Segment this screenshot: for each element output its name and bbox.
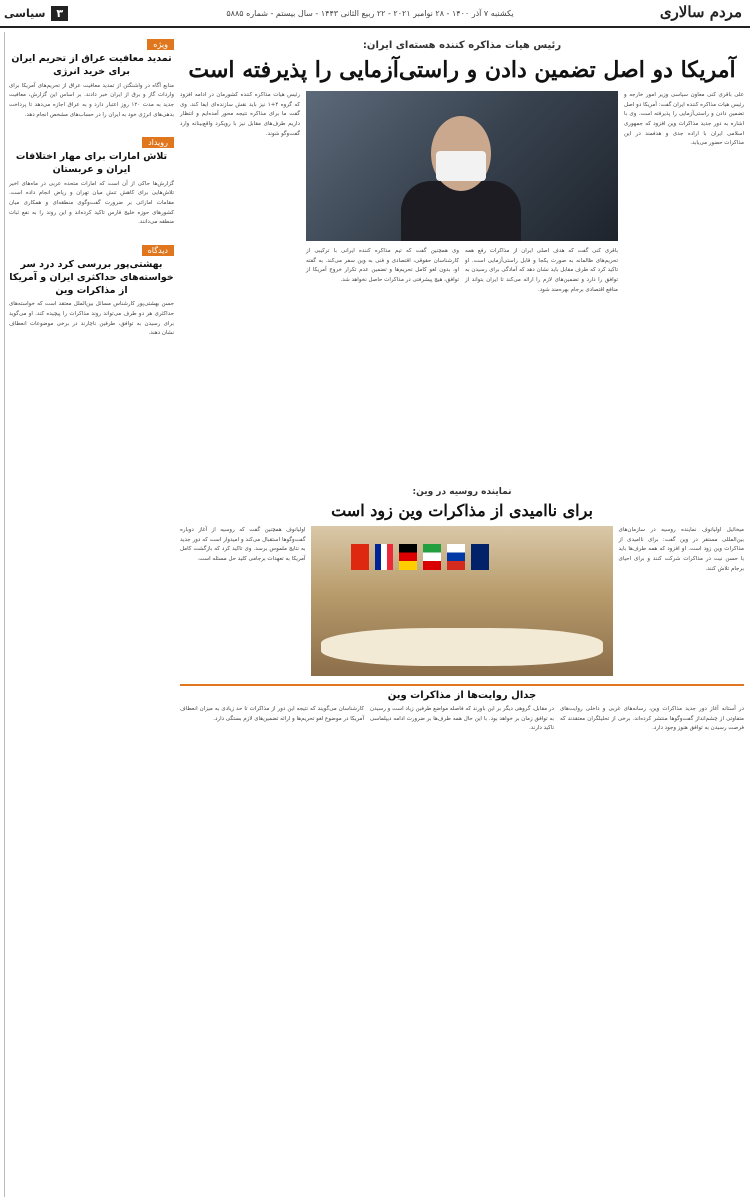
negotiation-hall-photo [311, 526, 612, 676]
second-story-columns [180, 526, 744, 676]
article-column: در آستانه آغاز دور جدید مذاکرات وین، رسانه‌های غربی و داخلی روایت‌های متفاوتی از چشم‌انداز گفت‌وگوها منتشر کرده‌اند. برخی از تحلیلگران معتقدند که فرصت رسیدن به توافق هنوز وجود دارد. [560, 706, 744, 732]
portrait-photo [306, 91, 618, 241]
second-kicker: نماینده روسیه در وین: [412, 487, 512, 497]
sub-columns [306, 247, 618, 481]
article-column: رئیس هیات مذاکره کننده کشورمان در ادامه افزود که گروه ۴+۱ نیز باید نقش سازنده‌ای ایفا کند. وی گفت ما برای مذاکره نتیجه محور آمده‌ایم و انتظار داریم طرف‌های مقابل نیز با رویکرد واقع‌بینانه وارد گفت‌وگو شوند. [180, 92, 300, 137]
flag-icon [471, 544, 489, 570]
sidebar-body: منابع آگاه در واشنگتن از تمدید معافیت عراق از تحریم‌های آمریکا برای واردات گاز و برق از ایران خبر دادند. بر اساس این گزارش، معافیت جدید به مدت ۱۲۰ روز اعتبار دارد و به عراق اجازه می‌دهد تا پرداخت بدهی‌های انرژی خود به ایران را در حساب‌های مشخص انجام دهد. [9, 82, 174, 118]
article-column: وی همچنین گفت که تیم مذاکره کننده ایرانی با ترکیبی از کارشناسان حقوقی، اقتصادی و فنی به وین سفر می‌کند. به گفته او، بدون لغو کامل تحریم‌ها و تضمین عدم تکرار خروج آمریکا از توافق، هیچ پیشرفتی در مذاکرات حاصل نخواهد شد. [306, 248, 459, 283]
sidebar-article [9, 130, 174, 228]
main-story-center [306, 91, 618, 481]
section-label: سیاسی [4, 7, 46, 20]
flag-icon [351, 544, 369, 570]
sidebar-tag: ویژه [147, 39, 174, 50]
box-story-title[interactable]: جدال روایت‌ها از مذاکرات وین [180, 684, 744, 701]
conference-table [321, 628, 602, 666]
sidebar [4, 32, 174, 1197]
sidebar-title[interactable]: بهشتی‌پور بررسی کرد درد سر خواسته‌های حداکثری ایران و آمریکا از مذاکرات وین [9, 258, 174, 296]
second-headline[interactable]: برای ناامیدی از مذاکرات وین زود است [331, 501, 593, 520]
sidebar-body: گزارش‌ها حاکی از آن است که امارات متحده عربی در ماه‌های اخیر تلاش‌هایی برای کاهش تنش میان تهران و ریاض انجام داده است. مقامات اماراتی بر ضرورت گفت‌وگوی منطقه‌ای و همکاری میان کشورهای حوزه خلیج فارس تاکید کرده‌اند و این روند را به نفع ثبات منطقه می‌دانند. [9, 180, 174, 226]
page-indicator [4, 4, 68, 23]
box-story-columns [180, 705, 744, 734]
sidebar-article [9, 32, 174, 120]
page-number: ۳ [51, 6, 68, 21]
main-kicker: رئیس هیات مذاکره کننده هسته‌ای ایران: [362, 40, 562, 51]
sidebar-body: حسن بهشتی‌پور کارشناس مسائل بین‌الملل معتقد است که خواسته‌های حداکثری هر دو طرف می‌تواند روند مذاکرات را پیچیده کند. او می‌گوید برای رسیدن به توافق، طرفین ناچارند در برخی موضوعات انعطاف نشان دهند. [9, 301, 174, 337]
article-column: باقری کنی گفت که هدف اصلی ایران از مذاکرات رفع همه تحریم‌های ظالمانه به صورت یکجا و قابل راستی‌آزمایی است. او تاکید کرد که طرف مقابل باید نشان دهد که آمادگی برای رسیدن به توافق را دارد و تضمین‌های لازم را ارائه می‌کند تا ایران بتواند از منافع اقتصادی برجام بهره‌مند شود. [465, 248, 618, 293]
flag-icon [423, 544, 441, 570]
article-column: اولیانوف همچنین گفت که روسیه از آغاز دوباره گفت‌وگوها استقبال می‌کند و امیدوار است که دور جدید به نتایج ملموس برسد. وی تاکید کرد که بازگشت کامل آمریکا به تعهدات برجامی کلید حل مسئله است. [180, 527, 306, 562]
flag-icon [399, 544, 417, 570]
article-column: علی باقری کنی معاون سیاسی وزیر امور خارجه و رئیس هیات مذاکره کننده ایران گفت: آمریکا دو اصل تضمین دادن و راستی‌آزمایی را پذیرفته است. وی با اشاره به دور جدید مذاکرات وین افزود که جمهوری اسلامی ایران با اراده جدی و هدفمند در این مذاکرات حضور می‌یابد. [624, 92, 744, 147]
photo-mask [436, 151, 486, 181]
flag-icon [375, 544, 393, 570]
sidebar-article [9, 238, 174, 339]
main-story-columns [180, 91, 744, 481]
sidebar-title[interactable]: تلاش امارات برای مهار اختلافات ایران و عربستان [15, 151, 168, 175]
sidebar-tag: رویداد [142, 137, 174, 148]
article-column: میخائیل اولیانوف نماینده روسیه در سازمان‌های بین‌المللی مستقر در وین گفت: برای ناامیدی از مذاکرات وین زود است. او افزود که همه طرف‌ها باید با حسن نیت در مذاکرات شرکت کنند و برای احیای برجام تلاش کنند. [618, 527, 744, 572]
newspaper-logo: مردم سالاری [659, 3, 742, 21]
article-column: در مقابل، گروهی دیگر بر این باورند که فاصله مواضع طرفین زیاد است و رسیدن به توافق زمان بر خواهد بود. با این حال همه طرف‌ها بر ضرورت ادامه دیپلماسی تاکید دارند. [370, 706, 554, 732]
article-column: کارشناسان می‌گویند که نتیجه این دور از مذاکرات تا حد زیادی به میزان انعطاف آمریکا در موضوع لغو تحریم‌ها و ارائه تضمین‌های لازم بستگی دارد. [180, 706, 364, 722]
dateline: یکشنبه ۷ آذر ۱۴۰۰ - ۲۸ نوامبر ۲۰۲۱ - ۲۲ ربیع الثانی ۱۴۴۳ - سال بیستم - شماره ۵۸۸۵ [226, 9, 514, 18]
sidebar-title[interactable]: تمدید معافیت عراق از تحریم ایران برای خرید انرژی [11, 53, 172, 77]
sidebar-tag: دیدگاه [142, 245, 174, 256]
main-content [180, 32, 744, 1197]
main-headline[interactable]: آمریکا دو اصل تضمین دادن و راستی‌آزمایی را پذیرفته است [188, 57, 736, 83]
masthead [0, 0, 750, 28]
flag-icon [447, 544, 465, 570]
